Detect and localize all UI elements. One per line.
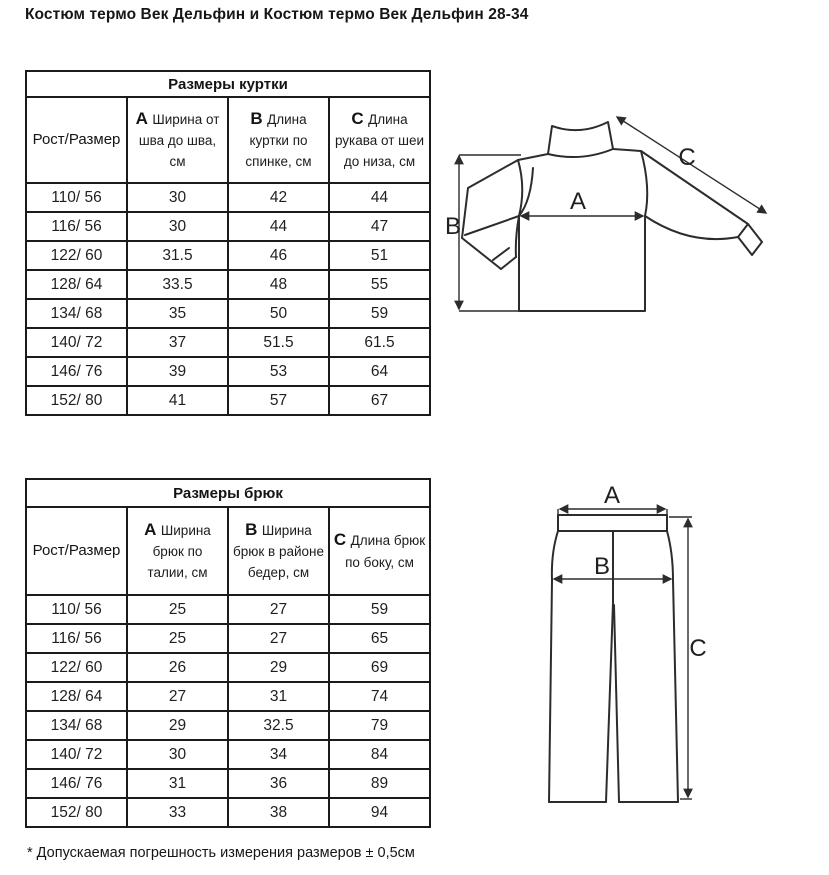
- table-cell: 26: [127, 653, 228, 682]
- table-cell: 38: [228, 798, 329, 827]
- table-cell: 35: [127, 299, 228, 328]
- table-cell: 50: [228, 299, 329, 328]
- table-cell: 146/ 76: [26, 357, 127, 386]
- table-cell: 134/ 68: [26, 711, 127, 740]
- table-row: [26, 769, 430, 798]
- table-row: [26, 740, 430, 769]
- dim-letter-b: B: [245, 519, 258, 539]
- dim-letter-a: A: [135, 108, 148, 128]
- table-cell: 110/ 56: [26, 183, 127, 212]
- table-cell: 41: [127, 386, 228, 415]
- table-cell: 110/ 56: [26, 595, 127, 624]
- table-cell: 67: [329, 386, 430, 415]
- table-cell: 51: [329, 241, 430, 270]
- table-cell: 152/ 80: [26, 386, 127, 415]
- table-row: [26, 270, 430, 299]
- table-cell: 146/ 76: [26, 769, 127, 798]
- table-cell: 59: [329, 299, 430, 328]
- table-cell: 55: [329, 270, 430, 299]
- pants-table-title: Размеры брюк: [26, 479, 430, 507]
- table-cell: 140/ 72: [26, 328, 127, 357]
- table-row: [26, 183, 430, 212]
- column-header-a: [127, 97, 228, 183]
- table-row: [26, 241, 430, 270]
- table-cell: 69: [329, 653, 430, 682]
- table-cell: 31.5: [127, 241, 228, 270]
- column-header-size: Рост/Размер: [26, 97, 127, 183]
- dim-letter-c: C: [351, 108, 364, 128]
- table-cell: 36: [228, 769, 329, 798]
- column-header-a: [127, 507, 228, 595]
- table-row: [26, 798, 430, 827]
- table-cell: 116/ 56: [26, 212, 127, 241]
- dim-text-c: Длина брюк по боку, см: [345, 533, 426, 570]
- table-row: [26, 682, 430, 711]
- table-cell: 30: [127, 212, 228, 241]
- table-cell: 34: [228, 740, 329, 769]
- table-cell: 27: [228, 595, 329, 624]
- column-header-c: [329, 97, 430, 183]
- table-cell: 51.5: [228, 328, 329, 357]
- table-cell: 29: [228, 653, 329, 682]
- table-row: [26, 328, 430, 357]
- column-header-b: [228, 507, 329, 595]
- table-cell: 33: [127, 798, 228, 827]
- table-cell: 74: [329, 682, 430, 711]
- jacket-dimension-label-c: C: [678, 144, 696, 171]
- table-cell: 94: [329, 798, 430, 827]
- table-cell: 122/ 60: [26, 241, 127, 270]
- table-cell: 30: [127, 740, 228, 769]
- table-cell: 134/ 68: [26, 299, 127, 328]
- table-title-row: [26, 479, 430, 507]
- table-row: [26, 357, 430, 386]
- table-cell: 25: [127, 595, 228, 624]
- table-row: [26, 711, 430, 740]
- pants-outline: [549, 515, 678, 802]
- jacket-dimension-label-b: B: [445, 213, 462, 240]
- table-row: [26, 595, 430, 624]
- pants-dimension-label-b: B: [593, 553, 611, 580]
- table-cell: 42: [228, 183, 329, 212]
- dim-text-c: Длина рукава от шеи до низа, см: [334, 111, 425, 170]
- table-cell: 79: [329, 711, 430, 740]
- table-cell: 48: [228, 270, 329, 299]
- dim-text-a: Ширина брюк по талии, см: [147, 522, 211, 581]
- table-cell: 46: [228, 241, 329, 270]
- table-cell: 53: [228, 357, 329, 386]
- pants-table-body: [26, 595, 430, 827]
- table-header-row: [26, 507, 430, 595]
- table-row: [26, 624, 430, 653]
- column-header-b: [228, 97, 329, 183]
- table-row: [26, 212, 430, 241]
- page-title: Костюм термо Век Дельфин и Костюм термо Век Дельфин 28-34: [25, 6, 529, 23]
- dim-text-a: Ширина от шва до шва, см: [138, 111, 220, 170]
- table-cell: 64: [329, 357, 430, 386]
- table-cell: 44: [228, 212, 329, 241]
- table-cell: 32.5: [228, 711, 329, 740]
- table-header-row: [26, 97, 430, 183]
- table-cell: 140/ 72: [26, 740, 127, 769]
- pants-size-table: [25, 478, 431, 828]
- table-row: [26, 653, 430, 682]
- table-cell: 152/ 80: [26, 798, 127, 827]
- table-cell: 47: [329, 212, 430, 241]
- pants-dimension-label-a: A: [603, 483, 621, 509]
- table-cell: 39: [127, 357, 228, 386]
- table-cell: 65: [329, 624, 430, 653]
- table-cell: 122/ 60: [26, 653, 127, 682]
- table-cell: 128/ 64: [26, 682, 127, 711]
- dim-text-b: Длина куртки по спинке, см: [245, 111, 312, 170]
- jacket-diagram: [445, 103, 829, 340]
- table-cell: 44: [329, 183, 430, 212]
- jacket-size-table: [25, 70, 431, 416]
- dim-text-b: Ширина брюк в районе бедер, см: [233, 522, 324, 581]
- pants-diagram: [540, 483, 720, 818]
- table-cell: 84: [329, 740, 430, 769]
- column-header-size: Рост/Размер: [26, 507, 127, 595]
- pants-dimension-label-c: C: [689, 635, 707, 662]
- column-header-c: [329, 507, 430, 595]
- table-cell: 31: [228, 682, 329, 711]
- table-cell: 37: [127, 328, 228, 357]
- table-cell: 27: [228, 624, 329, 653]
- table-row: [26, 386, 430, 415]
- dim-letter-c: C: [333, 530, 347, 550]
- dim-letter-a: A: [144, 519, 157, 539]
- table-cell: 25: [127, 624, 228, 653]
- tolerance-footnote: * Допускаемая погрешность измерения размеров ± 0,5см: [27, 845, 415, 861]
- jacket-table-title: Размеры куртки: [26, 71, 430, 97]
- table-cell: 30: [127, 183, 228, 212]
- table-cell: 57: [228, 386, 329, 415]
- table-cell: 59: [329, 595, 430, 624]
- jacket-dimension-label-a: A: [569, 188, 587, 215]
- table-cell: 89: [329, 769, 430, 798]
- table-cell: 29: [127, 711, 228, 740]
- table-cell: 33.5: [127, 270, 228, 299]
- table-cell: 31: [127, 769, 228, 798]
- table-title-row: [26, 71, 430, 97]
- table-cell: 27: [127, 682, 228, 711]
- jacket-table-body: [26, 183, 430, 415]
- table-cell: 61.5: [329, 328, 430, 357]
- dim-letter-b: B: [250, 108, 263, 128]
- table-cell: 116/ 56: [26, 624, 127, 653]
- table-row: [26, 299, 430, 328]
- table-cell: 128/ 64: [26, 270, 127, 299]
